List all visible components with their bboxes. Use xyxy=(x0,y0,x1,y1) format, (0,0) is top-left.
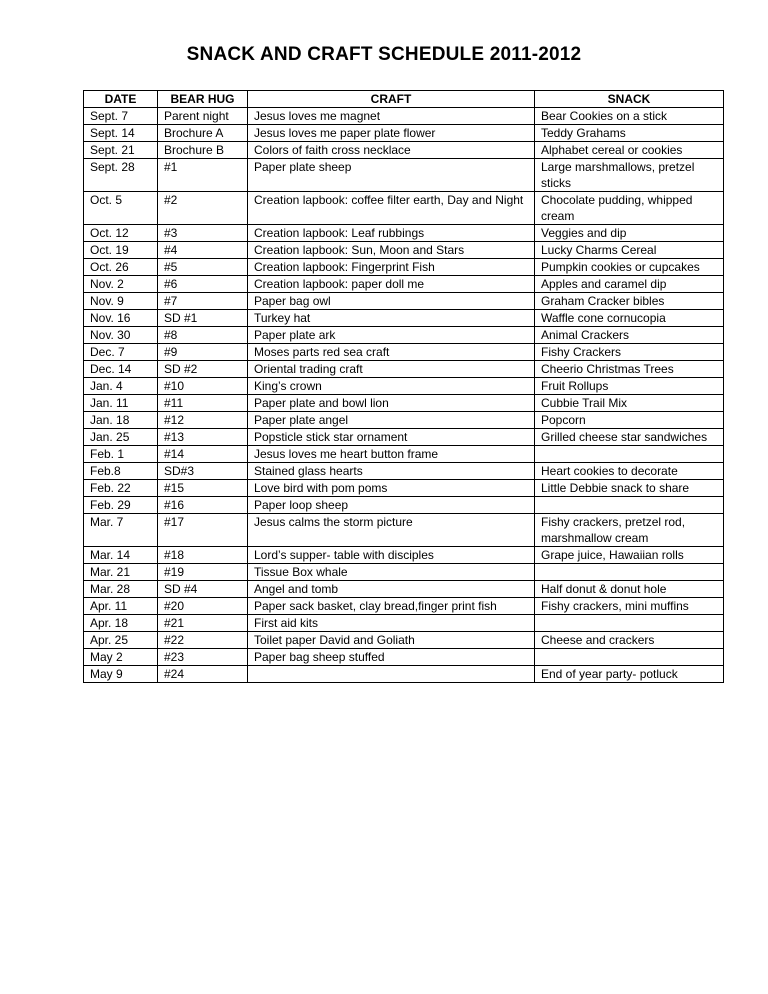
date-cell: Apr. 25 xyxy=(84,632,158,649)
snack-cell: Cheese and crackers xyxy=(535,632,724,649)
date-cell: Nov. 2 xyxy=(84,276,158,293)
craft-cell: Paper sack basket, clay bread,finger print fish xyxy=(248,598,535,615)
craft-cell: Creation lapbook: Fingerprint Fish xyxy=(248,259,535,276)
snack-cell: Little Debbie snack to share xyxy=(535,480,724,497)
bear-hug-cell: #15 xyxy=(158,480,248,497)
bear-hug-cell: Parent night xyxy=(158,108,248,125)
snack-cell: Fishy Crackers xyxy=(535,344,724,361)
page-title: SNACK AND CRAFT SCHEDULE 2011-2012 xyxy=(186,44,582,65)
table-row xyxy=(84,192,724,225)
snack-cell: Apples and caramel dip xyxy=(535,276,724,293)
table-row xyxy=(84,429,724,446)
snack-cell: Waffle cone cornucopia xyxy=(535,310,724,327)
table-row xyxy=(84,327,724,344)
bear-hug-cell: #6 xyxy=(158,276,248,293)
table-row xyxy=(84,361,724,378)
craft-cell: Jesus loves me magnet xyxy=(248,108,535,125)
craft-cell: Jesus calms the storm picture xyxy=(248,514,535,547)
bear-hug-cell: SD #4 xyxy=(158,581,248,598)
bear-hug-cell: #3 xyxy=(158,225,248,242)
table-row xyxy=(84,293,724,310)
snack-cell: End of year party- potluck xyxy=(535,666,724,683)
craft-cell: Oriental trading craft xyxy=(248,361,535,378)
bear-hug-cell: #8 xyxy=(158,327,248,344)
snack-cell: Heart cookies to decorate xyxy=(535,463,724,480)
bear-hug-cell: SD #1 xyxy=(158,310,248,327)
bear-hug-cell: #23 xyxy=(158,649,248,666)
snack-cell: Bear Cookies on a stick xyxy=(535,108,724,125)
craft-cell: Paper plate angel xyxy=(248,412,535,429)
table-row xyxy=(84,378,724,395)
snack-cell: Pumpkin cookies or cupcakes xyxy=(535,259,724,276)
craft-cell: Lord’s supper- table with disciples xyxy=(248,547,535,564)
table-row xyxy=(84,463,724,480)
snack-cell xyxy=(535,649,724,666)
bear-hug-cell: SD #2 xyxy=(158,361,248,378)
snack-cell: Cheerio Christmas Trees xyxy=(535,361,724,378)
header-row xyxy=(84,91,724,108)
snack-cell: Popcorn xyxy=(535,412,724,429)
schedule-table xyxy=(83,90,724,683)
bear-hug-cell: #21 xyxy=(158,615,248,632)
craft-cell: Paper bag owl xyxy=(248,293,535,310)
date-cell: Jan. 11 xyxy=(84,395,158,412)
date-cell: Feb. 1 xyxy=(84,446,158,463)
craft-cell: Creation lapbook: paper doll me xyxy=(248,276,535,293)
craft-cell: Love bird with pom poms xyxy=(248,480,535,497)
table-row xyxy=(84,142,724,159)
bear-hug-cell: #16 xyxy=(158,497,248,514)
snack-cell: Teddy Grahams xyxy=(535,125,724,142)
date-cell: Mar. 28 xyxy=(84,581,158,598)
craft-cell: Toilet paper David and Goliath xyxy=(248,632,535,649)
bear-hug-cell: #11 xyxy=(158,395,248,412)
craft-cell: Paper bag sheep stuffed xyxy=(248,649,535,666)
craft-cell: Turkey hat xyxy=(248,310,535,327)
date-cell: Sept. 14 xyxy=(84,125,158,142)
snack-cell: Half donut & donut hole xyxy=(535,581,724,598)
table-row xyxy=(84,108,724,125)
bear-hug-cell: #22 xyxy=(158,632,248,649)
table-row xyxy=(84,615,724,632)
craft-cell: Moses parts red sea craft xyxy=(248,344,535,361)
bear-hug-cell: #14 xyxy=(158,446,248,463)
table-row xyxy=(84,276,724,293)
table-row xyxy=(84,395,724,412)
snack-cell: Cubbie Trail Mix xyxy=(535,395,724,412)
bear-hug-cell: Brochure B xyxy=(158,142,248,159)
snack-cell: Veggies and dip xyxy=(535,225,724,242)
craft-cell: Jesus loves me heart button frame xyxy=(248,446,535,463)
date-cell: Jan. 18 xyxy=(84,412,158,429)
bear-hug-cell: #2 xyxy=(158,192,248,225)
craft-cell: Creation lapbook: coffee filter earth, Day and Night xyxy=(248,192,535,225)
date-cell: Oct. 5 xyxy=(84,192,158,225)
table-row xyxy=(84,649,724,666)
snack-cell: Animal Crackers xyxy=(535,327,724,344)
date-cell: Mar. 21 xyxy=(84,564,158,581)
table-row xyxy=(84,446,724,463)
craft-cell: Paper plate sheep xyxy=(248,159,535,192)
snack-cell: Grilled cheese star sandwiches xyxy=(535,429,724,446)
header-date: DATE xyxy=(84,91,158,108)
date-cell: Mar. 14 xyxy=(84,547,158,564)
craft-cell: Paper plate and bowl lion xyxy=(248,395,535,412)
snack-cell: Fruit Rollups xyxy=(535,378,724,395)
snack-cell xyxy=(535,615,724,632)
snack-cell xyxy=(535,446,724,463)
date-cell: Sept. 7 xyxy=(84,108,158,125)
date-cell: Feb. 29 xyxy=(84,497,158,514)
date-cell: Mar. 7 xyxy=(84,514,158,547)
snack-cell: Graham Cracker bibles xyxy=(535,293,724,310)
header-bear-hug: BEAR HUG xyxy=(158,91,248,108)
craft-cell: First aid kits xyxy=(248,615,535,632)
snack-cell: Fishy crackers, pretzel rod, marshmallow cream xyxy=(535,514,724,547)
table-row xyxy=(84,310,724,327)
table-row xyxy=(84,666,724,683)
bear-hug-cell: #18 xyxy=(158,547,248,564)
bear-hug-cell: #19 xyxy=(158,564,248,581)
craft-cell: Creation lapbook: Leaf rubbings xyxy=(248,225,535,242)
craft-cell xyxy=(248,666,535,683)
date-cell: Oct. 19 xyxy=(84,242,158,259)
craft-cell: Jesus loves me paper plate flower xyxy=(248,125,535,142)
table-row xyxy=(84,547,724,564)
table-row xyxy=(84,259,724,276)
table-row xyxy=(84,497,724,514)
bear-hug-cell: Brochure A xyxy=(158,125,248,142)
date-cell: Oct. 12 xyxy=(84,225,158,242)
craft-cell: Paper plate ark xyxy=(248,327,535,344)
table-row xyxy=(84,581,724,598)
date-cell: Feb.8 xyxy=(84,463,158,480)
snack-cell xyxy=(535,497,724,514)
craft-cell: Angel and tomb xyxy=(248,581,535,598)
craft-cell: Creation lapbook: Sun, Moon and Stars xyxy=(248,242,535,259)
bear-hug-cell: #20 xyxy=(158,598,248,615)
bear-hug-cell: #24 xyxy=(158,666,248,683)
bear-hug-cell: #12 xyxy=(158,412,248,429)
snack-cell: Large marshmallows, pretzel sticks xyxy=(535,159,724,192)
craft-cell: Tissue Box whale xyxy=(248,564,535,581)
date-cell: Sept. 28 xyxy=(84,159,158,192)
bear-hug-cell: #17 xyxy=(158,514,248,547)
date-cell: Sept. 21 xyxy=(84,142,158,159)
date-cell: Dec. 7 xyxy=(84,344,158,361)
table-row xyxy=(84,480,724,497)
date-cell: Jan. 4 xyxy=(84,378,158,395)
bear-hug-cell: #5 xyxy=(158,259,248,276)
table-row xyxy=(84,344,724,361)
craft-cell: Popsticle stick star ornament xyxy=(248,429,535,446)
date-cell: Oct. 26 xyxy=(84,259,158,276)
bear-hug-cell: #4 xyxy=(158,242,248,259)
date-cell: Nov. 16 xyxy=(84,310,158,327)
table-row xyxy=(84,242,724,259)
date-cell: May 9 xyxy=(84,666,158,683)
date-cell: Jan. 25 xyxy=(84,429,158,446)
date-cell: Dec. 14 xyxy=(84,361,158,378)
bear-hug-cell: SD#3 xyxy=(158,463,248,480)
craft-cell: Colors of faith cross necklace xyxy=(248,142,535,159)
table-row xyxy=(84,564,724,581)
craft-cell: King’s crown xyxy=(248,378,535,395)
craft-cell: Paper loop sheep xyxy=(248,497,535,514)
table-row xyxy=(84,125,724,142)
craft-cell: Stained glass hearts xyxy=(248,463,535,480)
date-cell: Nov. 30 xyxy=(84,327,158,344)
table-row xyxy=(84,225,724,242)
snack-cell: Fishy crackers, mini muffins xyxy=(535,598,724,615)
table-row xyxy=(84,632,724,649)
date-cell: Feb. 22 xyxy=(84,480,158,497)
snack-cell: Alphabet cereal or cookies xyxy=(535,142,724,159)
date-cell: May 2 xyxy=(84,649,158,666)
bear-hug-cell: #9 xyxy=(158,344,248,361)
table-row xyxy=(84,514,724,547)
date-cell: Apr. 11 xyxy=(84,598,158,615)
snack-cell xyxy=(535,564,724,581)
bear-hug-cell: #10 xyxy=(158,378,248,395)
snack-cell: Lucky Charms Cereal xyxy=(535,242,724,259)
date-cell: Apr. 18 xyxy=(84,615,158,632)
header-craft: CRAFT xyxy=(248,91,535,108)
table-row xyxy=(84,598,724,615)
bear-hug-cell: #1 xyxy=(158,159,248,192)
header-snack: SNACK xyxy=(535,91,724,108)
bear-hug-cell: #13 xyxy=(158,429,248,446)
bear-hug-cell: #7 xyxy=(158,293,248,310)
snack-cell: Grape juice, Hawaiian rolls xyxy=(535,547,724,564)
table-row xyxy=(84,412,724,429)
date-cell: Nov. 9 xyxy=(84,293,158,310)
table-row xyxy=(84,159,724,192)
snack-cell: Chocolate pudding, whipped cream xyxy=(535,192,724,225)
schedule-body xyxy=(84,108,724,683)
